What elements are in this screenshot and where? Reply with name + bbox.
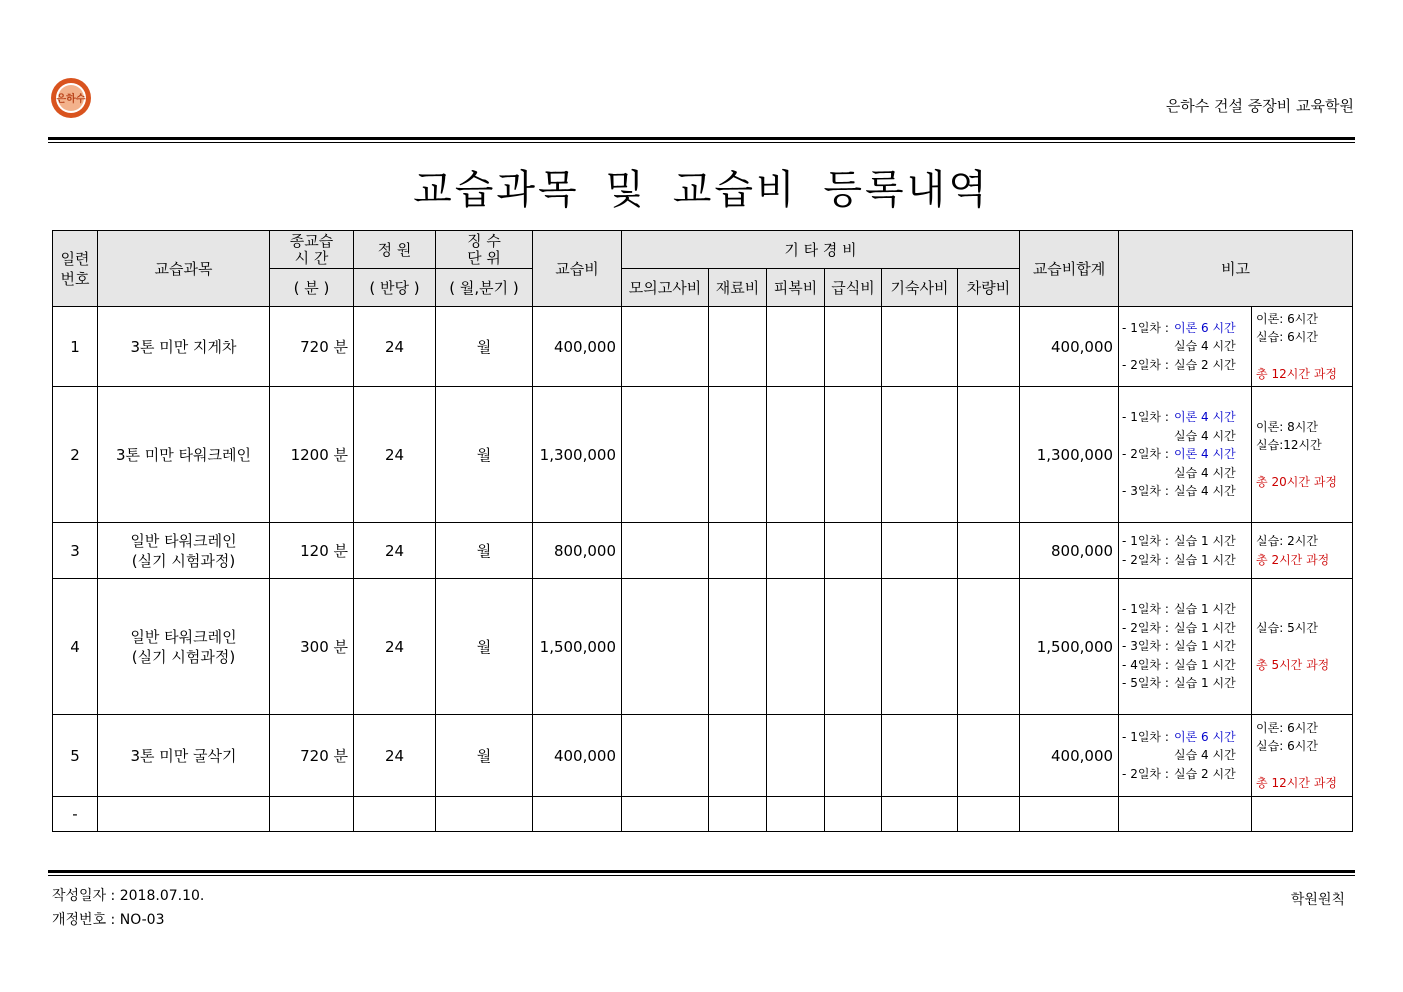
schedule-cell bbox=[1119, 579, 1252, 715]
header-fee: 교습비 bbox=[533, 231, 622, 307]
schedule-line bbox=[1122, 746, 1248, 765]
footer-date: 작성일자 : 2018.07.10. bbox=[52, 888, 205, 904]
tuition-fee: 400,000 bbox=[533, 307, 622, 387]
header-billing: 징 수 단 위 bbox=[436, 231, 533, 269]
schedule-cell bbox=[1119, 715, 1252, 797]
course-name-line: 3톤 미만 굴삭기 bbox=[130, 746, 237, 765]
total-fee: 1,500,000 bbox=[1020, 579, 1119, 715]
schedule-hours: 실습 2 시간 bbox=[1174, 766, 1236, 781]
note-line: 실습:12시간 bbox=[1256, 438, 1322, 453]
other-expense-cell bbox=[622, 307, 709, 387]
capacity: 24 bbox=[354, 579, 436, 715]
other-expense-cell bbox=[958, 387, 1020, 523]
schedule-line bbox=[1122, 337, 1248, 356]
schedule-day-label: - 1일차 : bbox=[1122, 729, 1169, 744]
schedule-line bbox=[1122, 532, 1248, 551]
header-course: 교습과목 bbox=[98, 231, 270, 307]
total-hours-note: 총 5시간 과정 bbox=[1256, 657, 1330, 672]
schedule-hours: 실습 4 시간 bbox=[1174, 339, 1236, 354]
tuition-fee bbox=[533, 797, 622, 832]
schedule-day-label: - 1일차 : bbox=[1122, 602, 1169, 617]
header-capacity-unit: ( 반당 ) bbox=[354, 269, 436, 307]
other-expense-cell bbox=[825, 387, 882, 523]
header-uniform-fee: 피복비 bbox=[767, 269, 825, 307]
schedule-line bbox=[1122, 674, 1248, 693]
tuition-fee: 1,500,000 bbox=[533, 579, 622, 715]
note-line: 이론: 6시간 bbox=[1256, 720, 1318, 735]
schedule-day-label: - 4일차 : bbox=[1122, 657, 1169, 672]
total-fee bbox=[1020, 797, 1119, 832]
total-hours-note: 총 2시간 과정 bbox=[1256, 552, 1330, 567]
note-line: 실습: 6시간 bbox=[1256, 330, 1318, 345]
schedule-line bbox=[1122, 637, 1248, 656]
other-expense-cell bbox=[709, 523, 767, 579]
logo-text: 은하수 bbox=[56, 94, 86, 105]
capacity bbox=[354, 797, 436, 832]
table-row bbox=[53, 797, 1353, 832]
course-name bbox=[98, 523, 270, 579]
schedule-day-label: - 2일차 : bbox=[1122, 552, 1169, 567]
note-line: 실습: 2시간 bbox=[1256, 534, 1318, 548]
note-cell bbox=[1252, 307, 1353, 387]
course-name bbox=[98, 715, 270, 797]
other-expense-cell bbox=[709, 715, 767, 797]
schedule-day-label: - 2일차 : bbox=[1122, 766, 1169, 781]
billing-unit: 월 bbox=[436, 307, 533, 387]
table-row bbox=[53, 715, 1353, 797]
note-cell bbox=[1252, 797, 1353, 832]
note-line bbox=[1256, 638, 1348, 656]
billing-unit: 월 bbox=[436, 523, 533, 579]
academy-logo bbox=[50, 77, 92, 119]
note-line: 이론: 6시간 bbox=[1256, 311, 1318, 326]
capacity: 24 bbox=[354, 387, 436, 523]
schedule-day-label: - 1일차 : bbox=[1122, 320, 1169, 335]
table-row bbox=[53, 579, 1353, 715]
schedule-hours: 실습 1 시간 bbox=[1174, 534, 1236, 548]
schedule-line bbox=[1122, 408, 1248, 427]
course-name-line: 일반 타워크레인 bbox=[130, 531, 237, 550]
schedule-hours: 이론 4 시간 bbox=[1174, 410, 1236, 425]
course-name-line: (실기 시험과정) bbox=[131, 647, 236, 666]
schedule-line bbox=[1122, 319, 1248, 338]
header-billing-unit: ( 월,분기 ) bbox=[436, 269, 533, 307]
course-name bbox=[98, 797, 270, 832]
header-time-unit: ( 분 ) bbox=[270, 269, 354, 307]
schedule-hours: 실습 2 시간 bbox=[1174, 357, 1236, 372]
page-title: 교습과목 및 교습비 등록내역 bbox=[413, 167, 990, 213]
footer-right: 학원원칙 bbox=[1290, 892, 1345, 908]
row-number: - bbox=[53, 797, 98, 832]
other-expense-cell bbox=[622, 715, 709, 797]
organization-name: 은하수 건설 중장비 교육학원 bbox=[1165, 97, 1354, 115]
header-time: 종교습 시 간 bbox=[270, 231, 354, 269]
note-line: 실습: 5시간 bbox=[1256, 621, 1318, 635]
header-row-1 bbox=[53, 231, 1353, 269]
course-name-line: (실기 시험과정) bbox=[131, 551, 236, 570]
schedule-day-label: - 3일차 : bbox=[1122, 639, 1169, 654]
course-name-line: 3톤 미만 타워크레인 bbox=[115, 445, 251, 464]
note-cell bbox=[1252, 387, 1353, 523]
lesson-time: 720 분 bbox=[270, 715, 354, 797]
course-name bbox=[98, 307, 270, 387]
schedule-line bbox=[1122, 464, 1248, 483]
schedule-day-label: - 1일차 : bbox=[1122, 534, 1169, 548]
header-dorm-fee: 기숙사비 bbox=[882, 269, 958, 307]
other-expense-cell bbox=[882, 579, 958, 715]
other-expense-cell bbox=[958, 523, 1020, 579]
schedule-line bbox=[1122, 656, 1248, 675]
schedule-hours: 실습 1 시간 bbox=[1174, 657, 1236, 672]
header-no: 일련 번호 bbox=[53, 231, 98, 307]
total-fee: 400,000 bbox=[1020, 307, 1119, 387]
schedule-hours: 이론 6 시간 bbox=[1174, 729, 1236, 744]
table-row bbox=[53, 307, 1353, 387]
course-name bbox=[98, 387, 270, 523]
tuition-fee: 800,000 bbox=[533, 523, 622, 579]
header-capacity: 정 원 bbox=[354, 231, 436, 269]
schedule-hours: 실습 1 시간 bbox=[1174, 552, 1236, 567]
other-expense-cell bbox=[622, 797, 709, 832]
top-rule bbox=[48, 137, 1355, 140]
course-name-line: 일반 타워크레인 bbox=[130, 627, 237, 646]
schedule-hours: 실습 1 시간 bbox=[1174, 639, 1236, 654]
schedule-day-label: - 5일차 : bbox=[1122, 676, 1169, 691]
note-line: 이론: 8시간 bbox=[1256, 419, 1318, 434]
other-expense-cell bbox=[767, 715, 825, 797]
tuition-fee: 1,300,000 bbox=[533, 387, 622, 523]
billing-unit bbox=[436, 797, 533, 832]
schedule-line bbox=[1122, 551, 1248, 570]
schedule-day-label: - 2일차 : bbox=[1122, 620, 1169, 635]
other-expense-cell bbox=[767, 797, 825, 832]
course-name-line: 3톤 미만 지게차 bbox=[130, 337, 237, 356]
schedule-cell bbox=[1119, 797, 1252, 832]
other-expense-cell bbox=[825, 523, 882, 579]
capacity: 24 bbox=[354, 523, 436, 579]
schedule-day-label: - 2일차 : bbox=[1122, 357, 1169, 372]
other-expense-cell bbox=[622, 387, 709, 523]
other-expense-cell bbox=[882, 523, 958, 579]
other-expense-cell bbox=[709, 307, 767, 387]
total-hours-note: 총 12시간 과정 bbox=[1256, 775, 1337, 790]
other-expense-cell bbox=[882, 387, 958, 523]
other-expense-cell bbox=[958, 715, 1020, 797]
other-expense-cell bbox=[882, 715, 958, 797]
course-name bbox=[98, 579, 270, 715]
capacity: 24 bbox=[354, 307, 436, 387]
schedule-day-label: - 1일차 : bbox=[1122, 410, 1169, 425]
total-fee: 1,300,000 bbox=[1020, 387, 1119, 523]
schedule-line bbox=[1122, 427, 1248, 446]
lesson-time: 720 분 bbox=[270, 307, 354, 387]
other-expense-cell bbox=[825, 307, 882, 387]
billing-unit: 월 bbox=[436, 387, 533, 523]
tuition-fee: 400,000 bbox=[533, 715, 622, 797]
top-rule-thin bbox=[48, 142, 1355, 143]
note-line bbox=[1256, 455, 1348, 473]
other-expense-cell bbox=[825, 797, 882, 832]
lesson-time: 120 분 bbox=[270, 523, 354, 579]
schedule-cell bbox=[1119, 387, 1252, 523]
schedule-hours: 실습 4 시간 bbox=[1174, 748, 1236, 763]
schedule-hours: 이론 4 시간 bbox=[1174, 447, 1236, 462]
schedule-cell bbox=[1119, 523, 1252, 579]
schedule-hours: 이론 6 시간 bbox=[1174, 320, 1236, 335]
other-expense-cell bbox=[958, 797, 1020, 832]
note-cell bbox=[1252, 523, 1353, 579]
row-number: 1 bbox=[53, 307, 98, 387]
bottom-rule bbox=[48, 870, 1355, 873]
row-number: 2 bbox=[53, 387, 98, 523]
other-expense-cell bbox=[767, 387, 825, 523]
schedule-line bbox=[1122, 482, 1248, 501]
other-expense-cell bbox=[622, 523, 709, 579]
other-expense-cell bbox=[622, 579, 709, 715]
total-fee: 400,000 bbox=[1020, 715, 1119, 797]
header-note: 비고 bbox=[1119, 231, 1353, 307]
schedule-hours: 실습 1 시간 bbox=[1174, 602, 1236, 617]
schedule-day-label: - 2일차 : bbox=[1122, 447, 1169, 462]
note-cell bbox=[1252, 579, 1353, 715]
table-row bbox=[53, 523, 1353, 579]
header-other-expenses: 기 타 경 비 bbox=[622, 231, 1020, 269]
header-mock-exam-fee: 모의고사비 bbox=[622, 269, 709, 307]
schedule-hours: 실습 4 시간 bbox=[1174, 484, 1236, 499]
schedule-line bbox=[1122, 619, 1248, 638]
row-number: 4 bbox=[53, 579, 98, 715]
other-expense-cell bbox=[958, 307, 1020, 387]
note-line: 실습: 6시간 bbox=[1256, 739, 1318, 754]
other-expense-cell bbox=[767, 307, 825, 387]
other-expense-cell bbox=[767, 523, 825, 579]
schedule-line bbox=[1122, 765, 1248, 784]
other-expense-cell bbox=[709, 387, 767, 523]
other-expense-cell bbox=[709, 579, 767, 715]
other-expense-cell bbox=[882, 797, 958, 832]
other-expense-cell bbox=[767, 579, 825, 715]
header-material-fee: 재료비 bbox=[709, 269, 767, 307]
schedule-line bbox=[1122, 728, 1248, 747]
other-expense-cell bbox=[958, 579, 1020, 715]
billing-unit: 월 bbox=[436, 715, 533, 797]
schedule-hours: 실습 4 시간 bbox=[1174, 428, 1236, 443]
header-vehicle-fee: 차량비 bbox=[958, 269, 1020, 307]
row-number: 3 bbox=[53, 523, 98, 579]
note-line bbox=[1256, 756, 1348, 774]
billing-unit: 월 bbox=[436, 579, 533, 715]
other-expense-cell bbox=[825, 715, 882, 797]
capacity: 24 bbox=[354, 715, 436, 797]
table-row bbox=[53, 387, 1353, 523]
footer-info bbox=[52, 884, 204, 932]
note-line bbox=[1256, 347, 1348, 365]
lesson-time: 300 분 bbox=[270, 579, 354, 715]
total-hours-note: 총 20시간 과정 bbox=[1256, 474, 1337, 489]
bottom-rule-thin bbox=[48, 875, 1355, 876]
row-number: 5 bbox=[53, 715, 98, 797]
schedule-hours: 실습 1 시간 bbox=[1174, 620, 1236, 635]
header-total: 교습비합계 bbox=[1020, 231, 1119, 307]
schedule-hours: 실습 4 시간 bbox=[1174, 465, 1236, 480]
lesson-time: 1200 분 bbox=[270, 387, 354, 523]
total-hours-note: 총 12시간 과정 bbox=[1256, 366, 1337, 381]
course-fee-table bbox=[52, 230, 1353, 832]
header-meal-fee: 급식비 bbox=[825, 269, 882, 307]
schedule-hours: 실습 1 시간 bbox=[1174, 676, 1236, 691]
schedule-line bbox=[1122, 600, 1248, 619]
schedule-cell bbox=[1119, 307, 1252, 387]
schedule-day-label: - 3일차 : bbox=[1122, 484, 1169, 499]
schedule-line bbox=[1122, 445, 1248, 464]
total-fee: 800,000 bbox=[1020, 523, 1119, 579]
schedule-line bbox=[1122, 356, 1248, 375]
note-cell bbox=[1252, 715, 1353, 797]
other-expense-cell bbox=[709, 797, 767, 832]
other-expense-cell bbox=[825, 579, 882, 715]
other-expense-cell bbox=[882, 307, 958, 387]
lesson-time bbox=[270, 797, 354, 832]
footer-revision: 개정번호 : NO-03 bbox=[52, 912, 165, 928]
